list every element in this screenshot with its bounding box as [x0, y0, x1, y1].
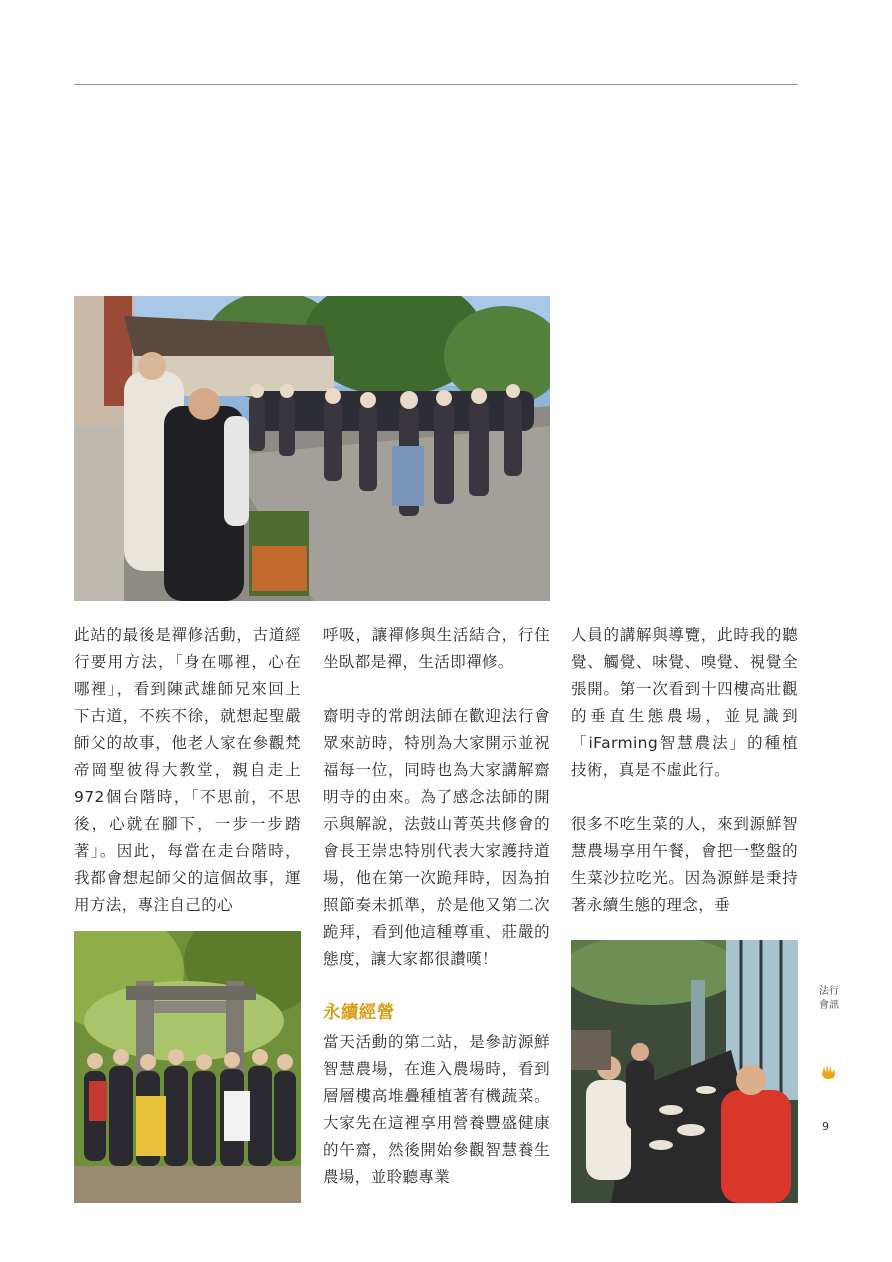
text-column-3 — [571, 622, 798, 919]
temple-gathering-photo — [74, 296, 550, 601]
section-heading: 永續經營 — [323, 1003, 395, 1023]
hand-icon — [819, 1063, 837, 1081]
paragraph: 當天活動的第二站，是參訪源鮮智慧農場，在進入農場時，看到層層樓高堆疊種植著有機蔬菜。大家先在這裡享用營養豐盛健康的午齋，然後開始參觀智慧養生農場，並聆聽專業 — [323, 1033, 550, 1186]
paragraph: 呼吸，讓禪修與生活結合，行住坐臥都是禪，生活即禪修。 — [323, 626, 550, 671]
page-number: 9 — [822, 1120, 829, 1133]
text-column-1 — [74, 622, 301, 919]
text-column-2 — [323, 622, 550, 1191]
farm-lunch-photo — [571, 940, 798, 1203]
paragraph: 人員的講解與導覽，此時我的聽覺、觸覺、味覺、嗅覺、視覺全張開。第一次看到十四樓高壯觀的垂直生態農場，並見識到「iFarming智慧農法」的種植技術，真是不虛此行。 — [571, 626, 798, 779]
group-arch-photo — [74, 931, 301, 1203]
paragraph: 很多不吃生菜的人，來到源鮮智慧農場享用午餐，會把一整盤的生菜沙拉吃光。因為源鮮是秉持著永續生態的理念，垂 — [571, 815, 798, 914]
magazine-logo: 法行會訊 — [819, 986, 839, 1011]
paragraph: 此站的最後是禪修活動，古道經行要用方法，「身在哪裡，心在哪裡」，看到陳武雄師兄來回上下古道，不疾不徐，就想起聖嚴師父的故事，他老人家在參觀梵帝岡聖彼得大教堂，親自走上972個台階時，「不思前，不思後，心就在腳下，一步一步踏著」。因此，每當在走台階時，我都會想起師父的這個故事，運用方法，專注自己的心 — [74, 626, 301, 914]
top-rule — [74, 84, 798, 85]
paragraph: 齋明寺的常朗法師在歡迎法行會眾來訪時，特別為大家開示並祝福每一位，同時也為大家講解齋明寺的由來。為了感念法師的開示與解說，法鼓山菁英共修會的會長王崇忠特別代表大家護持道場，他在第一次跪拜時，因為拍照節奏未抓準，於是他又第二次跪拜，看到他這種尊重、莊嚴的態度，讓大家都很讚嘆！ — [323, 707, 550, 968]
